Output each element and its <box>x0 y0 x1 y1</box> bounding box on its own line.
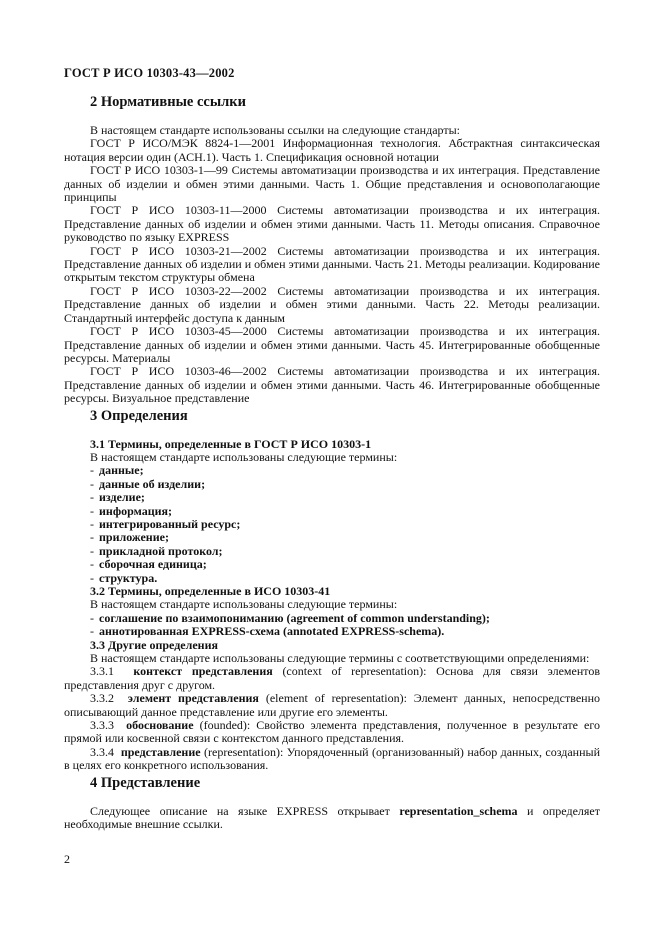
term-item: - интегрированный ресурс; <box>90 516 241 531</box>
subsection-3-3-intro: В настоящем стандарте использованы следующие термины с соответствующими определениями: <box>90 651 590 666</box>
subsection-3-1-intro: В настоящем стандарте использованы следующие термины: <box>90 449 398 464</box>
subsection-3-1-heading: 3.1 Термины, определенные в ГОСТ Р ИСО 10303-1 <box>90 436 372 451</box>
definition-term: представление <box>120 744 201 759</box>
reference-item: ГОСТ Р ИСО 10303-1—99 Системы автоматизации производства и их интеграция. Представление данных об изделии и обмен этими данными. Часть 1. Общие представления и основополагающие принципы <box>64 163 600 205</box>
reference-item: ГОСТ Р ИСО 10303-46—2002 Системы автоматизации производства и их интеграция. Представление данных об изделии и обмен этими данными. Часть 46. Интегрированные обобщенные ресурсы. Визуальное представление <box>64 364 600 406</box>
term-item: - сборочная единица; <box>90 557 207 572</box>
definition-term: обоснование <box>126 718 194 733</box>
section-2-heading: 2 Нормативные ссылки <box>90 94 246 110</box>
term-item: - прикладной протокол; <box>90 543 223 558</box>
definition-term: элемент представления <box>127 691 259 706</box>
term-item: - приложение; <box>90 530 169 545</box>
definition-3-3-2: 3.3.2 элемент представления (element of representation): Элемент данных, непосредственно описывающий данное представление или другие его элементы. <box>64 691 601 719</box>
term-item: - информация; <box>90 503 173 518</box>
reference-item: ГОСТ Р ИСО 10303-11—2000 Системы автоматизации производства и их интеграция. Представление данных об изделии и обмен этими данными. Часть 11. Методы описания. Справочное руководство по языку EXPRESS <box>64 203 600 245</box>
subsection-3-3-heading: 3.3 Другие определения <box>90 637 218 652</box>
section-4-heading: 4 Представление <box>90 774 201 791</box>
terms-list-3-2 <box>64 612 600 639</box>
document-code-header: ГОСТ Р ИСО 10303-43—2002 <box>64 66 235 80</box>
schema-name: representation_schema <box>399 803 518 818</box>
subsection-3-2-intro: В настоящем стандарте использованы следующие термины: <box>90 597 398 612</box>
reference-item: ГОСТ Р ИСО 10303-22—2002 Системы автоматизации производства и их интеграция. Представление данных об изделии и обмен этими данными. Часть 22. Методы реализации. Стандартный интерфейс доступа к данным <box>64 283 600 325</box>
reference-item: ГОСТ Р ИСО 10303-45—2000 Системы автоматизации производства и их интеграция. Представление данных об изделии и обмен этими данными. Часть 45. Интегрированные обобщенные ресурсы. Материалы <box>64 324 600 365</box>
term-item: - аннотированная EXPRESS-схема (annotated EXPRESS-schema). <box>90 624 445 639</box>
page-number: 2 <box>64 852 70 866</box>
reference-item: ГОСТ Р ИСО/МЭК 8824-1—2001 Информационная технология. Абстрактная синтаксическая нотация версии один (АСН.1). Часть 1. Спецификация основной нотации <box>64 136 600 164</box>
term-item: - данные об изделии; <box>90 476 206 491</box>
page-content <box>64 92 600 832</box>
terms-list-3-1 <box>64 464 600 585</box>
term-item: - структура. <box>90 570 158 585</box>
definition-3-3-3: 3.3.3 обоснование (founded): Свойство элемента представления, полученное в результате его прямой или косвенной связи с контекстом данного представления. <box>64 718 600 746</box>
section-2-intro: В настоящем стандарте использованы ссылки на следующие стандарты: <box>90 123 461 137</box>
section-4-paragraph: Следующее описание на языке EXPRESS открывает representation_schema и определяет необходимые внешние ссылки. <box>64 803 600 832</box>
definition-term: контекст представления <box>133 664 273 679</box>
term-item: - соглашение по взаимопониманию (agreement of common understanding); <box>90 610 490 625</box>
reference-item: ГОСТ Р ИСО 10303-21—2002 Системы автоматизации производства и их интеграция. Представление данных об изделии и обмен этими данными. Часть 21. Методы реализации. Кодирование открытым текстом структуры обмена <box>64 243 600 285</box>
term-item: - данные; <box>90 463 144 478</box>
term-item: - изделие; <box>90 490 145 505</box>
section-3-heading: 3 Определения <box>90 407 188 424</box>
definition-3-3-4: 3.3.4 представление (representation): Упорядоченный (организованный) набор данных, созданный в целях его конкретного использования. <box>64 744 600 773</box>
definition-3-3-1: 3.3.1 контекст представления (context of representation): Основа для связи элементов представления друг с другом. <box>64 664 600 692</box>
subsection-3-2-heading: 3.2 Термины, определенные в ИСО 10303-41 <box>90 584 331 598</box>
